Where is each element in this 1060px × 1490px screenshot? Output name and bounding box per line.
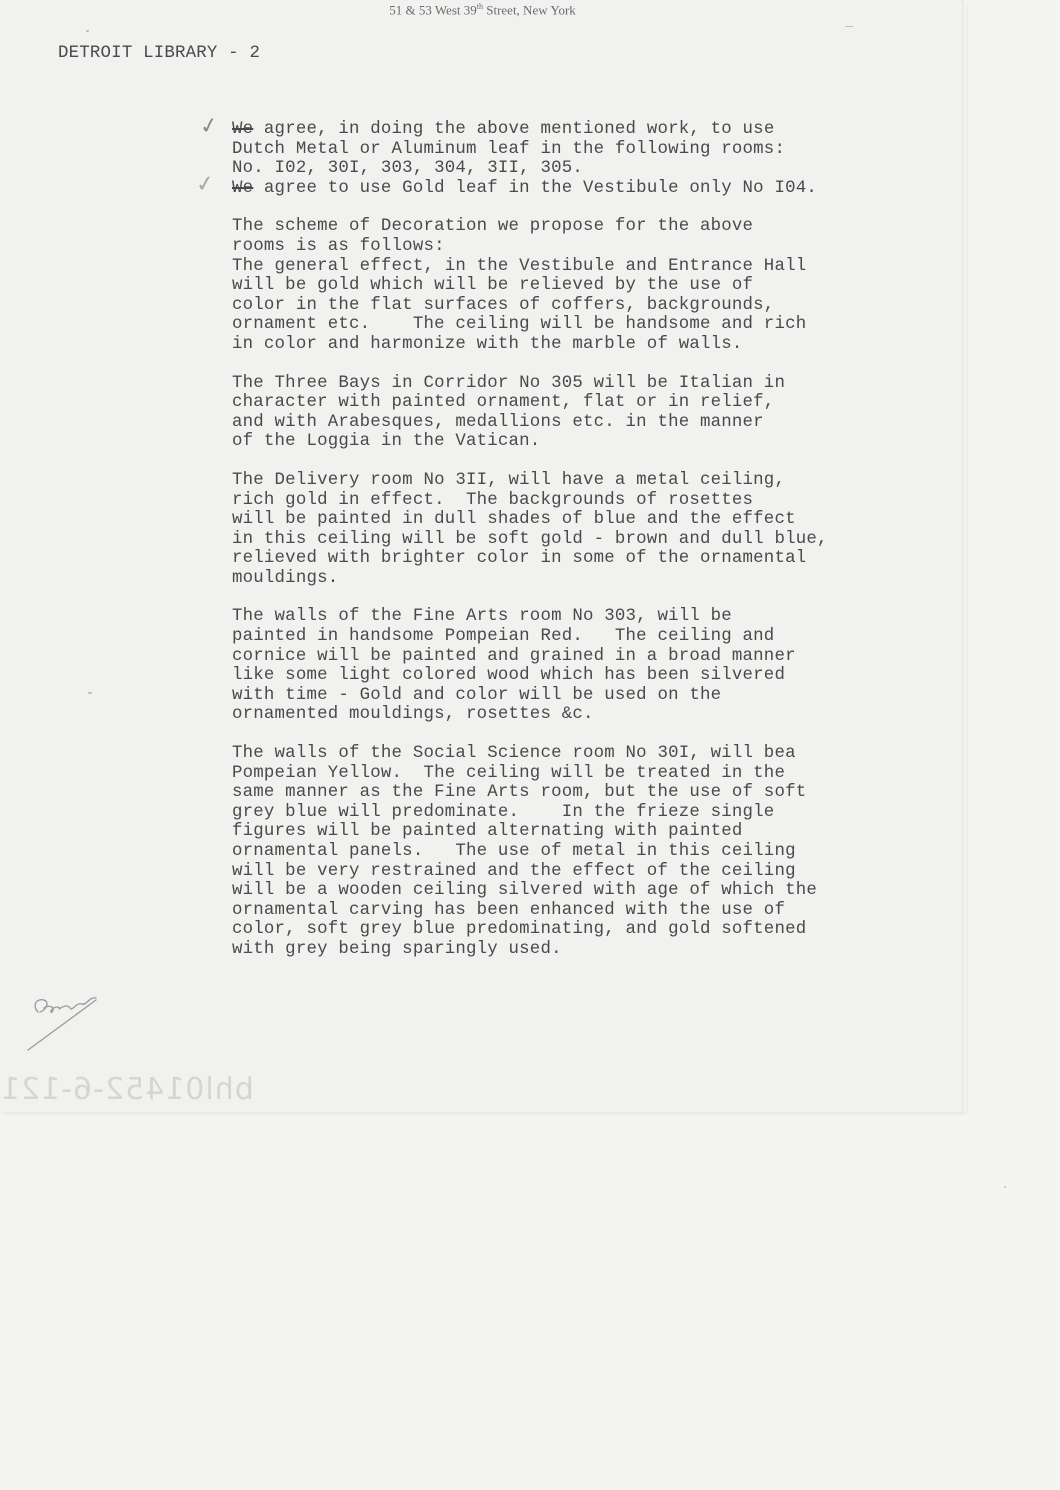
paragraph-corridor: [232, 374, 952, 452]
paper-speck: [845, 26, 853, 27]
letterhead-address: 51 & 53 West 39th Street, New York: [389, 2, 576, 18]
paragraph-social-science-room: [232, 744, 952, 960]
handwritten-initials: [26, 986, 106, 1052]
page-header: DETROIT LIBRARY - 2: [58, 44, 261, 63]
struck-word: We: [232, 178, 254, 198]
page-edge: [962, 0, 966, 1112]
text-line: will be gold which will be relieved by the use of: [232, 276, 754, 296]
text-line: like some light colored wood which has been silvered: [232, 666, 786, 686]
paragraph-fine-arts-room: [232, 607, 952, 725]
text-line: relieved with brighter color in some of the ornamental: [232, 549, 807, 569]
text-line: character with painted ornament, flat or in relief,: [232, 393, 775, 413]
text-line: in color and harmonize with the marble of walls.: [232, 334, 743, 354]
paragraph-delivery-room: [232, 471, 952, 589]
text-line: We agree to use Gold leaf in the Vestibule only No I04.: [232, 178, 817, 198]
text-line: of the Loggia in the Vatican.: [232, 432, 541, 452]
letter-body: [232, 120, 952, 960]
paper-speck: [88, 692, 92, 694]
text-line: color in the flat surfaces of coffers, backgrounds,: [232, 295, 775, 315]
text-line: ornamental carving has been enhanced with the use of: [232, 900, 786, 920]
text-line: rich gold in effect. The backgrounds of rosettes: [232, 490, 754, 510]
text-line: grey blue will predominate. In the frieze single: [232, 802, 775, 822]
text-line: We agree, in doing the above mentioned work, to use: [232, 120, 775, 139]
text-line: will be very restrained and the effect of the ceiling: [232, 861, 796, 881]
text-line: ornamental panels. The use of metal in this ceiling: [232, 842, 796, 861]
text-line: with grey being sparingly used.: [232, 939, 562, 959]
paper-speck: [86, 30, 89, 32]
text-line: with time - Gold and color will be used on the: [232, 685, 722, 705]
text-line: The walls of the Social Science room No 30I, will bea: [232, 744, 796, 764]
text-line: ornament etc. The ceiling will be handsome and rich: [232, 315, 807, 335]
text-line: Dutch Metal or Aluminum leaf in the following rooms:: [232, 139, 786, 159]
text-line: mouldings.: [232, 568, 339, 588]
text-line: No. I02, 30I, 303, 304, 3II, 305.: [232, 159, 583, 179]
text-line: The Three Bays in Corridor No 305 will be Italian in: [232, 373, 786, 393]
text-line: ornamented mouldings, rosettes &c.: [232, 705, 594, 725]
text-line: cornice will be painted and grained in a broad manner: [232, 646, 796, 666]
text-line: will be painted in dull shades of blue and the effect: [232, 510, 796, 530]
text-line: The general effect, in the Vestibule and Entrance Hall: [232, 256, 807, 276]
text-line: The scheme of Decoration we propose for the above: [232, 217, 754, 237]
text-line: The walls of the Fine Arts room No 303, will be: [232, 607, 732, 627]
text-line: will be a wooden ceiling silvered with age of which the: [232, 881, 817, 901]
text-line: and with Arabesques, medallions etc. in the manner: [232, 412, 764, 432]
text-line: color, soft grey blue predominating, and gold softened: [232, 920, 807, 940]
text-line: The Delivery room No 3II, will have a metal ceiling,: [232, 470, 786, 490]
checkmark-icon: ✓: [194, 170, 217, 199]
checkmark-icon: ✓: [197, 112, 221, 141]
archive-stamp: bhl01452-6-121: [0, 1072, 254, 1107]
text-line: in this ceiling will be soft gold - brown and dull blue,: [232, 529, 828, 549]
paper-speck: [1004, 1186, 1006, 1188]
paragraph-leaf-materials: [232, 120, 952, 198]
paragraph-decoration-scheme: [232, 217, 952, 354]
text-line: figures will be painted alternating with painted: [232, 822, 743, 842]
text-line: painted in handsome Pompeian Red. The ceiling and: [232, 627, 775, 647]
struck-word: We: [232, 120, 254, 139]
text-line: same manner as the Fine Arts room, but the use of soft: [232, 783, 807, 803]
text-line: Pompeian Yellow. The ceiling will be treated in the: [232, 763, 786, 783]
text-line: rooms is as follows:: [232, 236, 445, 256]
